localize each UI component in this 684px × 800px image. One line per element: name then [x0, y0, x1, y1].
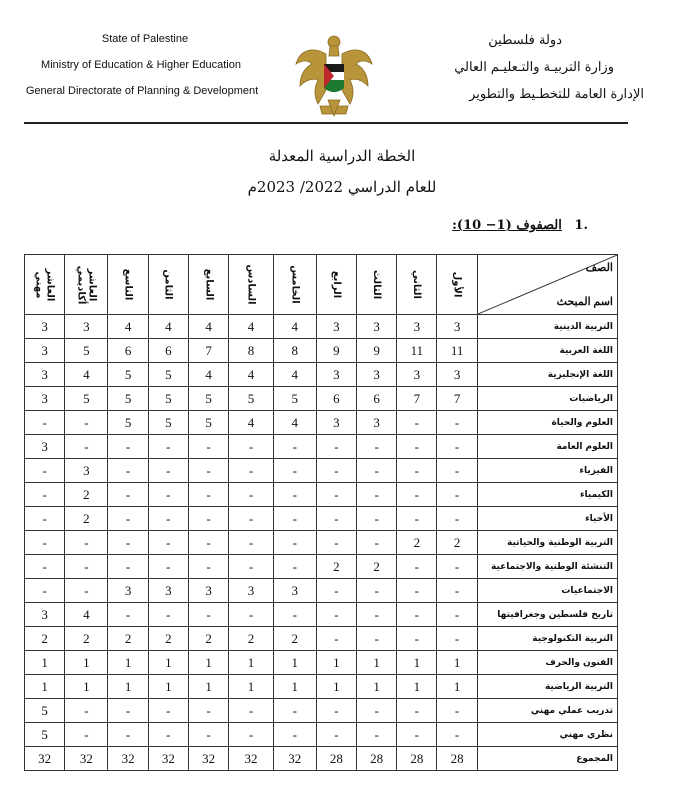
table-row [25, 459, 618, 483]
table-row [25, 387, 618, 411]
hours-cell: - [188, 507, 228, 531]
header-ar-line: الإدارة العامة للتخطـيط والتطوير [469, 87, 644, 102]
hours-cell: 1 [273, 675, 316, 699]
hours-cell: 3 [188, 579, 228, 603]
grade-header [229, 255, 274, 315]
hours-cell: - [437, 603, 477, 627]
hours-cell: 3 [316, 411, 356, 435]
hours-cell: - [273, 531, 316, 555]
hours-cell: - [273, 723, 316, 747]
hours-cell: - [397, 603, 437, 627]
table-header-row [25, 255, 618, 315]
hours-cell: - [65, 531, 108, 555]
hours-cell: 8 [273, 339, 316, 363]
hours-cell: - [316, 459, 356, 483]
hours-cell: - [437, 459, 477, 483]
hours-cell: 28 [397, 747, 437, 771]
hours-cell: - [25, 579, 65, 603]
hours-cell: - [357, 603, 397, 627]
hours-cell: - [188, 459, 228, 483]
hours-cell: - [357, 579, 397, 603]
hours-cell: - [108, 699, 148, 723]
header-ar-line: دولة فلسطين [488, 33, 562, 48]
table-row [25, 699, 618, 723]
subject-cell: اللغة العربية [477, 339, 617, 363]
table-row [25, 579, 618, 603]
hours-cell: - [397, 723, 437, 747]
hours-cell: 4 [273, 363, 316, 387]
table-row [25, 627, 618, 651]
header-divider [24, 122, 628, 124]
header-en-line: Ministry of Education & Higher Education [41, 59, 241, 71]
hours-cell: - [437, 555, 477, 579]
hours-cell: 5 [148, 411, 188, 435]
grade-label: الرابع [330, 270, 342, 299]
hours-cell: - [148, 483, 188, 507]
hours-cell: 1 [316, 651, 356, 675]
grade-label: الأول [451, 271, 463, 298]
grade-header [188, 255, 228, 315]
subject-cell: العلوم العامة [477, 435, 617, 459]
hours-cell: - [108, 531, 148, 555]
hours-cell: - [437, 627, 477, 651]
hours-cell: 3 [273, 579, 316, 603]
hours-cell: - [437, 411, 477, 435]
subject-cell: الفيزياء [477, 459, 617, 483]
grade-label: السادس [245, 264, 257, 305]
hours-cell: 1 [188, 675, 228, 699]
hours-cell: - [316, 699, 356, 723]
hours-cell: - [437, 699, 477, 723]
hours-cell: - [229, 555, 274, 579]
hours-cell: 5 [108, 411, 148, 435]
grade-header [108, 255, 148, 315]
hours-cell: 1 [229, 651, 274, 675]
hours-cell: - [273, 483, 316, 507]
hours-cell: 5 [108, 363, 148, 387]
grade-header [65, 255, 108, 315]
hours-cell: 1 [25, 651, 65, 675]
hours-cell: - [316, 483, 356, 507]
hours-cell: - [188, 603, 228, 627]
hours-cell: - [229, 531, 274, 555]
hours-cell: 3 [437, 315, 477, 339]
hours-cell: 1 [65, 651, 108, 675]
subject-cell: التربية الرياضية [477, 675, 617, 699]
subject-cell: المجموع [477, 747, 617, 771]
hours-cell: 6 [108, 339, 148, 363]
hours-cell: 2 [25, 627, 65, 651]
grade-header [357, 255, 397, 315]
hours-cell: - [108, 459, 148, 483]
hours-cell: - [316, 579, 356, 603]
hours-cell: - [148, 603, 188, 627]
header-arabic [394, 33, 644, 114]
hours-cell: 32 [229, 747, 274, 771]
hours-cell: 5 [65, 339, 108, 363]
hours-cell: - [108, 507, 148, 531]
hours-cell: - [273, 459, 316, 483]
hours-cell: 1 [65, 675, 108, 699]
hours-cell: 9 [357, 339, 397, 363]
hours-cell: 2 [229, 627, 274, 651]
hours-cell: - [397, 507, 437, 531]
hours-cell: - [437, 723, 477, 747]
subject-cell: الفنون والحرف [477, 651, 617, 675]
subject-cell: الكيمياء [477, 483, 617, 507]
hours-cell: - [357, 723, 397, 747]
hours-cell: - [316, 507, 356, 531]
hours-cell: - [148, 435, 188, 459]
hours-cell: 4 [188, 363, 228, 387]
hours-cell: - [148, 699, 188, 723]
hours-cell: - [273, 435, 316, 459]
hours-cell: 4 [273, 411, 316, 435]
hours-cell: 4 [108, 315, 148, 339]
hours-cell: - [229, 699, 274, 723]
hours-cell: 1 [188, 651, 228, 675]
table-row [25, 483, 618, 507]
hours-cell: 5 [188, 411, 228, 435]
hours-cell: 5 [148, 387, 188, 411]
hours-cell: - [437, 435, 477, 459]
header-en-line: State of Palestine [101, 33, 189, 45]
hours-cell: 3 [65, 315, 108, 339]
corner-grade-label: الصف [585, 262, 613, 274]
subject-cell: الأحياء [477, 507, 617, 531]
hours-cell: - [397, 579, 437, 603]
hours-cell: - [357, 699, 397, 723]
hours-cell: - [357, 459, 397, 483]
hours-cell: 2 [65, 627, 108, 651]
hours-cell: 32 [148, 747, 188, 771]
hours-cell: 1 [148, 651, 188, 675]
table-row [25, 675, 618, 699]
hours-cell: 9 [316, 339, 356, 363]
corner-subject-label: اسم المبحث [556, 296, 613, 308]
hours-cell: - [25, 531, 65, 555]
table-row [25, 723, 618, 747]
grade-label: الثاني [411, 270, 423, 299]
grade-header [273, 255, 316, 315]
table-row [25, 411, 618, 435]
hours-cell: 3 [357, 363, 397, 387]
hours-cell: - [25, 483, 65, 507]
hours-cell: 3 [437, 363, 477, 387]
hours-cell: - [65, 699, 108, 723]
hours-cell: - [25, 507, 65, 531]
hours-cell: 1 [397, 675, 437, 699]
hours-cell: - [229, 603, 274, 627]
hours-cell: 5 [148, 363, 188, 387]
hours-cell: 5 [273, 387, 316, 411]
hours-cell: - [357, 483, 397, 507]
grade-header [316, 255, 356, 315]
hours-cell: 1 [25, 675, 65, 699]
hours-cell: 8 [229, 339, 274, 363]
hours-cell: 28 [316, 747, 356, 771]
hours-cell: 7 [188, 339, 228, 363]
hours-cell: - [357, 507, 397, 531]
hours-cell: 3 [397, 363, 437, 387]
section-number: .1 [574, 218, 588, 233]
hours-cell: - [357, 435, 397, 459]
hours-cell: 32 [273, 747, 316, 771]
hours-cell: - [188, 483, 228, 507]
hours-cell: 2 [188, 627, 228, 651]
hours-cell: - [229, 435, 274, 459]
grade-header [148, 255, 188, 315]
table-row [25, 555, 618, 579]
grade-label: التاسع [122, 268, 134, 301]
hours-cell: 5 [25, 723, 65, 747]
hours-cell: 4 [273, 315, 316, 339]
hours-cell: 32 [25, 747, 65, 771]
hours-cell: 2 [316, 555, 356, 579]
hours-cell: - [273, 507, 316, 531]
hours-cell: 1 [437, 651, 477, 675]
hours-cell: - [273, 603, 316, 627]
hours-cell: - [437, 483, 477, 507]
hours-cell: 1 [273, 651, 316, 675]
hours-cell: 1 [108, 651, 148, 675]
table-row [25, 651, 618, 675]
grade-label: الخامس [289, 265, 301, 304]
hours-cell: 32 [188, 747, 228, 771]
hours-cell: - [397, 627, 437, 651]
subject-cell: التربية الوطنية والحياتية [477, 531, 617, 555]
table-row [25, 363, 618, 387]
hours-cell: 1 [437, 675, 477, 699]
hours-cell: 3 [25, 603, 65, 627]
section-heading [452, 218, 588, 233]
hours-cell: 1 [148, 675, 188, 699]
table-row [25, 435, 618, 459]
table-row [25, 603, 618, 627]
hours-cell: - [148, 531, 188, 555]
hours-cell: - [108, 603, 148, 627]
hours-cell: 2 [65, 483, 108, 507]
table-row [25, 531, 618, 555]
grade-label: العاشر أكاديمي [75, 265, 98, 304]
section-label: الصفوف (1− 10): [452, 218, 562, 233]
hours-cell: - [65, 579, 108, 603]
subject-cell: العلوم والحياة [477, 411, 617, 435]
hours-cell: - [229, 507, 274, 531]
hours-cell: - [188, 699, 228, 723]
hours-cell: - [397, 555, 437, 579]
hours-cell: - [273, 555, 316, 579]
hours-cell: 6 [148, 339, 188, 363]
subject-cell: نظري مهني [477, 723, 617, 747]
hours-cell: 3 [25, 387, 65, 411]
subject-cell: التنشئة الوطنية والاجتماعية [477, 555, 617, 579]
hours-cell: - [188, 531, 228, 555]
hours-cell: 1 [108, 675, 148, 699]
hours-cell: 3 [357, 315, 397, 339]
hours-cell: 2 [148, 627, 188, 651]
hours-cell: 2 [273, 627, 316, 651]
hours-cell: - [108, 435, 148, 459]
hours-cell: - [316, 435, 356, 459]
hours-cell: 6 [357, 387, 397, 411]
table-row [25, 747, 618, 771]
hours-cell: - [25, 411, 65, 435]
hours-cell: 6 [316, 387, 356, 411]
hours-cell: 5 [65, 387, 108, 411]
hours-cell: 2 [357, 555, 397, 579]
hours-cell: - [229, 723, 274, 747]
header-english [0, 32, 290, 110]
hours-cell: 32 [65, 747, 108, 771]
grade-header [437, 255, 477, 315]
hours-cell: - [437, 579, 477, 603]
hours-cell: - [148, 723, 188, 747]
subject-cell: الاجتماعيات [477, 579, 617, 603]
hours-cell: 1 [357, 675, 397, 699]
hours-cell: 4 [229, 315, 274, 339]
hours-cell: - [188, 723, 228, 747]
hours-cell: 28 [437, 747, 477, 771]
hours-cell: - [25, 459, 65, 483]
hours-cell: 7 [437, 387, 477, 411]
table-row [25, 315, 618, 339]
hours-cell: - [397, 411, 437, 435]
hours-cell: 7 [397, 387, 437, 411]
study-plan-table [24, 254, 618, 771]
hours-cell: - [273, 699, 316, 723]
hours-cell: - [65, 723, 108, 747]
hours-cell: 11 [437, 339, 477, 363]
hours-cell: 5 [25, 699, 65, 723]
table-row [25, 339, 618, 363]
hours-cell: 3 [25, 363, 65, 387]
document-subtitle: للعام الدراسي 2022/ 2023م [247, 178, 437, 196]
hours-cell: - [357, 627, 397, 651]
hours-cell: 3 [65, 459, 108, 483]
hours-cell: - [437, 507, 477, 531]
hours-cell: - [316, 531, 356, 555]
hours-cell: 3 [316, 315, 356, 339]
hours-cell: - [65, 435, 108, 459]
header-ar-line: وزارة التربيـة والتـعليـم العالي [454, 60, 614, 75]
hours-cell: 1 [357, 651, 397, 675]
hours-cell: 3 [148, 579, 188, 603]
hours-cell: - [148, 507, 188, 531]
hours-cell: 3 [25, 315, 65, 339]
hours-cell: - [229, 483, 274, 507]
grade-label: الثالث [371, 269, 383, 300]
hours-cell: - [188, 435, 228, 459]
hours-cell: - [229, 459, 274, 483]
hours-cell: 4 [148, 315, 188, 339]
subject-cell: التربية الدينية [477, 315, 617, 339]
header-en-line: General Directorate of Planning & Development [25, 85, 259, 97]
hours-cell: - [397, 435, 437, 459]
hours-cell: - [25, 555, 65, 579]
hours-cell: - [397, 699, 437, 723]
hours-cell: 3 [316, 363, 356, 387]
hours-cell: 4 [188, 315, 228, 339]
hours-cell: 32 [108, 747, 148, 771]
grade-label: السابع [203, 268, 215, 301]
hours-cell: 3 [397, 315, 437, 339]
table-body [25, 315, 618, 771]
hours-cell: - [397, 483, 437, 507]
hours-cell: - [357, 531, 397, 555]
hours-cell: 5 [188, 387, 228, 411]
hours-cell: - [108, 555, 148, 579]
hours-cell: 3 [357, 411, 397, 435]
hours-cell: - [108, 483, 148, 507]
grade-header [25, 255, 65, 315]
hours-cell: 2 [437, 531, 477, 555]
hours-cell: - [148, 555, 188, 579]
hours-cell: 2 [65, 507, 108, 531]
hours-cell: - [65, 411, 108, 435]
grade-label: العاشر مهني [33, 268, 56, 301]
hours-cell: 11 [397, 339, 437, 363]
subject-cell: اللغة الإنجليزية [477, 363, 617, 387]
hours-cell: 4 [229, 363, 274, 387]
hours-cell: 3 [25, 339, 65, 363]
subject-cell: الرياضيات [477, 387, 617, 411]
hours-cell: 1 [229, 675, 274, 699]
hours-cell: - [316, 627, 356, 651]
hours-cell: - [65, 555, 108, 579]
subject-cell: تاريخ فلسطين وجغرافيتها [477, 603, 617, 627]
hours-cell: 1 [316, 675, 356, 699]
hours-cell: 4 [229, 411, 274, 435]
hours-cell: 3 [108, 579, 148, 603]
hours-cell: 3 [229, 579, 274, 603]
hours-cell: 2 [397, 531, 437, 555]
grade-header [397, 255, 437, 315]
hours-cell: - [188, 555, 228, 579]
grade-label: الثامن [162, 269, 174, 300]
subject-cell: التربية التكنولوجية [477, 627, 617, 651]
subject-cell: تدريب عملي مهني [477, 699, 617, 723]
hours-cell: 3 [25, 435, 65, 459]
palestine-eagle-emblem-icon [292, 30, 376, 118]
hours-cell: 4 [65, 363, 108, 387]
hours-cell: 4 [65, 603, 108, 627]
hours-cell: 2 [108, 627, 148, 651]
table-row [25, 507, 618, 531]
document-title: الخطة الدراسية المعدلة [268, 147, 416, 165]
hours-cell: - [316, 723, 356, 747]
hours-cell: 1 [397, 651, 437, 675]
table-corner-header [477, 255, 617, 315]
hours-cell: 5 [108, 387, 148, 411]
hours-cell: 28 [357, 747, 397, 771]
hours-cell: - [397, 459, 437, 483]
hours-cell: 5 [229, 387, 274, 411]
hours-cell: - [108, 723, 148, 747]
hours-cell: - [148, 459, 188, 483]
hours-cell: - [316, 603, 356, 627]
